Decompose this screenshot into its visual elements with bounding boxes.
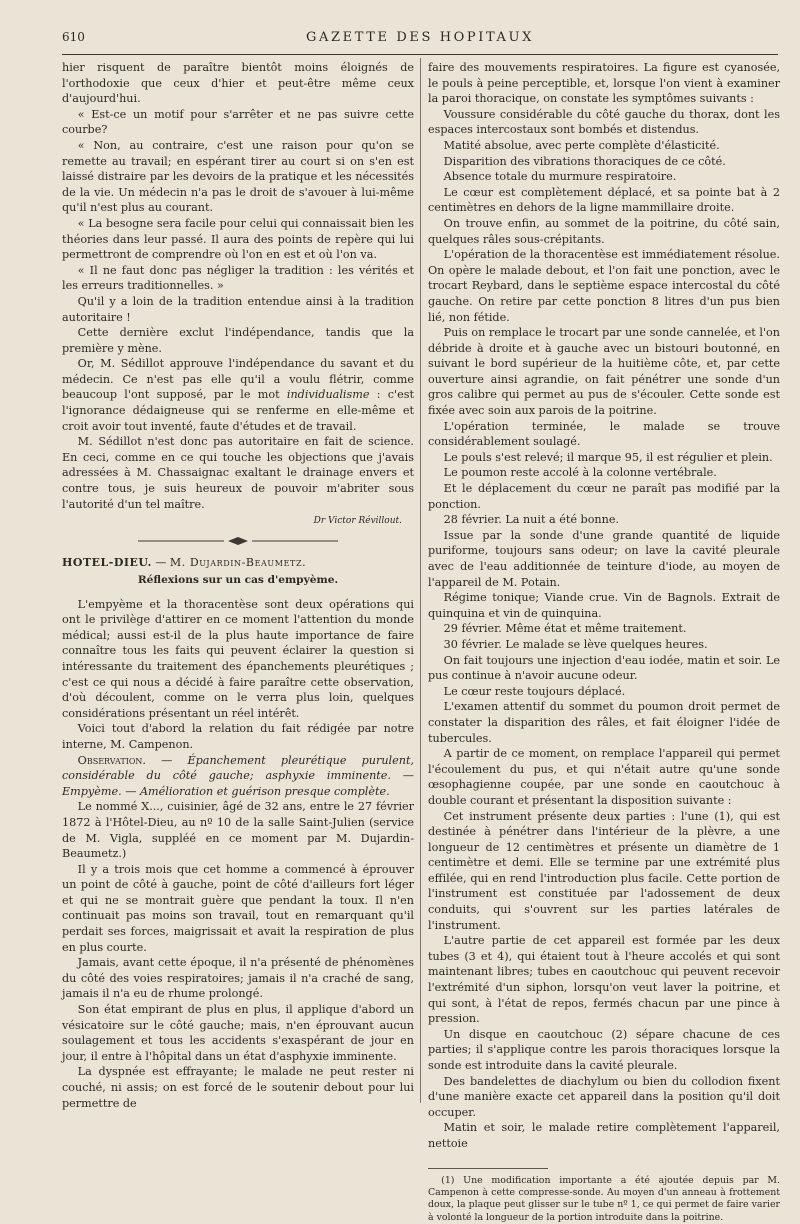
- paragraph: 28 février. La nuit a été bonne.: [443, 513, 620, 527]
- paragraph: faire des mouvements respiratoires. La figure est cyanosée, le pouls à peine perceptible, et, lorsque l'on vient à examiner la paroi thoracique, on constate les symptômes suivants :: [428, 61, 780, 106]
- paragraph: 30 février. Le malade se lève quelques heures.: [443, 637, 708, 651]
- observation-label: Observation.: [77, 753, 146, 767]
- emphasis-text: individualisme: [286, 388, 370, 402]
- paragraph: [62, 356, 414, 434]
- paragraph: Matité absolue, avec perte complète d'élasticité.: [443, 138, 720, 152]
- author-signature: Dr Victor Révillout.: [313, 516, 402, 527]
- paragraph: 29 février. Même état et même traitement.: [443, 622, 687, 636]
- paragraph: Le cœur reste toujours déplacé.: [443, 684, 626, 698]
- paragraph: Des bandelettes de diachylum ou bien du collodion fixent d'une manière exacte cet appareil dans la position qu'il doit occuper.: [428, 1074, 780, 1119]
- paragraph: Régime tonique; Viande crue. Vin de Bagnols. Extrait de quinquina et vin de quinquina.: [428, 591, 780, 620]
- left-column: [62, 60, 414, 1111]
- paragraph: Il y a trois mois que cet homme a commencé à éprouver un point de côté à gauche, point de côté d'ailleurs fort léger et qui ne se montrait guère que pendant la toux. Il n'en continuait pas moins son travail, tout en remarquant qu'il perdait ses forces, maigrissait et avait la respiration de plus en plus courte.: [62, 862, 414, 954]
- paragraph: M. Sédillot n'est donc pas autoritaire en fait de science. En ceci, comme en ce qui touche les objections que j'avais adressées à M. Chassaignac exaltant le drainage envers et contre tous, je suis heureux de pouvoir m'abriter sous l'autorité d'un tel maître.: [62, 435, 414, 511]
- page-header: [62, 30, 778, 55]
- paragraph: On trouve enfin, au sommet de la poitrine, du côté sain, quelques râles sous-crépitants.: [428, 216, 780, 246]
- section-ornament: [62, 534, 414, 550]
- hospital-name: HOTEL-DIEU.: [62, 556, 152, 570]
- paragraph: « Non, au contraire, c'est une raison pour qu'on se remette au travail; en espérant tirer au court si on s'en est laissé distraire par les devoirs de la pratique et les nécessités de la vie. Un médecin n'a pas le droit de s'avouer à lui-même qu'il n'est plus au courant.: [62, 138, 414, 215]
- page-number: 610: [62, 30, 85, 44]
- paragraph: Et le déplacement du cœur ne paraît pas modifié par la ponction.: [428, 482, 780, 511]
- paragraph: Disparition des vibrations thoraciques de ce côté.: [443, 154, 726, 168]
- paragraph: Un disque en caoutchouc (2) sépare chacune de ces parties; il s'applique contre les parois thoraciques lorsque la sonde est introduite dans la cavité pleurale.: [428, 1027, 780, 1072]
- observation-title: — Épanchement pleurétique purulent, considérable du côté gauche; asphyxie imminente. — Empyème. — Amélioration et guérison presque complète.: [62, 753, 414, 798]
- footnote-divider: [428, 1168, 548, 1169]
- paragraph: Matin et soir, le malade retire complètement l'appareil, nettoie: [428, 1121, 780, 1150]
- paragraph: A partir de ce moment, on remplace l'appareil qui permet l'écoulement du pus, et qui n'était autre qu'une sonde œsophagienne coupée, par une sonde en caoutchouc à double courant et présentant la disposition suivante :: [428, 747, 780, 807]
- paragraph: Absence totale du murmure respiratoire.: [443, 170, 677, 184]
- section-author: M. Dujardin-Beaumetz.: [169, 556, 307, 570]
- paragraph: Qu'il y a loin de la tradition entendue ainsi à la tradition autoritaire !: [62, 294, 414, 324]
- paragraph: L'opération de la thoracentèse est immédiatement résolue. On opère le malade debout, et l'on fait une ponction, avec le trocart Reybard, dans le septième espace intercostal du côté gauche. On retire par cette ponction 8 litres d'un pus bien lié, non fétide.: [428, 248, 780, 324]
- observation-heading: [62, 753, 414, 800]
- footnote: (1) Une modification importante a été ajoutée depuis par M. Campenon à cette compresse-sonde. Au moyen d'un anneau à frottement doux, la plaque peut glisser sur le tube nº 1, ce qui permet de faire varier à volonté la longueur de la portion introduite dans la poitrine.: [428, 1174, 780, 1223]
- text-run: : c'est l'ignorance dédaigneuse qui se renferme en elle-même et croit avoir tout inventé, faute d'études et de travail.: [62, 388, 414, 433]
- paragraph: La dyspnée est effrayante; le malade ne peut rester ni couché, ni assis; on est forcé de le soutenir debout pour lui permettre de: [62, 1065, 414, 1110]
- column-divider: [420, 58, 421, 1103]
- paragraph: Le cœur est complètement déplacé, et sa pointe bat à 2 centimètres en dehors de la ligne mammillaire droite.: [428, 185, 780, 215]
- paragraph: L'empyème et la thoracentèse sont deux opérations qui ont le privilège d'attirer en ce moment l'attention du monde médical; aussi est-il de la plus haute importance de faire connaître tous les faits qui peuvent éclairer la question si intéressante du traitement des épanchements pleurétiques ; c'est ce qui nous a décidé à faire paraître cette observation, d'où découlent, comme on le verra plus loin, quelques considérations présentant un réel intérêt.: [62, 597, 414, 720]
- running-title: GAZETTE DES HOPITAUX: [306, 30, 534, 45]
- paragraph: Puis on remplace le trocart par une sonde cannelée, et l'on débride à droite et à gauche avec un bistouri boutonné, en suivant le bord supérieur de la huitième côte, et, par cette ouverture ainsi agrandie, on fait pénétrer une sonde d'un gros calibre qui permet au pus de s'écouler. Cette sonde est fixée avec soin aux parois de la poitrine.: [428, 326, 780, 418]
- paragraph: « Il ne faut donc pas négliger la tradition : les vérités et les erreurs traditionnelles. »: [62, 263, 414, 293]
- text-run: Or, M. Sédillot approuve l'indépendance du savant et du médecin. Ce n'est pas elle qu'il a voulu flétrir, comme beaucoup l'ont supposé, par le mot: [62, 357, 414, 402]
- paragraph: Son état empirant de plus en plus, il applique d'abord un vésicatoire sur le côté gauche; mais, n'en éprouvant aucun soulagement et tous les accidents s'exaspérant de jour en jour, il entre à l'hôpital dans un état d'asphyxie imminente.: [62, 1003, 414, 1063]
- section-heading: [62, 555, 414, 571]
- right-column: [428, 60, 780, 1224]
- paragraph: Cet instrument présente deux parties : l'une (1), qui est destinée à pénétrer dans l'intérieur de la plèvre, a une longueur de 12 centimètres et présente un diamètre de 1 centimètre et demi. Elle se termine par une extrémité plus effilée, qui en rend l'introduction plus facile. Cette portion de l'instrument est constituée par l'adossement de deux conduits, qui s'ouvrent sur les parties latérales de l'instrument.: [428, 809, 780, 932]
- paragraph: Le nommé X..., cuisinier, âgé de 32 ans, entre le 27 février 1872 à l'Hôtel-Dieu, au nº 10 de la salle Saint-Julien (service de M. Vigla, suppléé en ce moment par M. Dujardin-Beaumetz.): [62, 800, 414, 861]
- heading-dash: —: [151, 556, 170, 570]
- paragraph: Issue par la sonde d'une grande quantité de liquide puriforme, toujours sans odeur; on lave la cavité pleurale avec de l'eau additionnée de teinture d'iode, au moyen de l'appareil de M. Potain.: [428, 528, 780, 589]
- paragraph: « Est-ce un motif pour s'arrêter et ne pas suivre cette courbe?: [62, 107, 414, 137]
- paragraph: On fait toujours une injection d'eau iodée, matin et soir. Le pus continue à n'avoir aucune odeur.: [428, 653, 780, 683]
- paragraph: L'examen attentif du sommet du poumon droit permet de constater la disparition des râles, et fait éloigner l'idée de tubercules.: [428, 700, 780, 745]
- paragraph: « La besogne sera facile pour celui qui connaissait bien les théories dans leur passé. Il aura des points de repère qui lui permettront de comprendre où l'on en est et où l'on va.: [62, 216, 414, 262]
- paragraph: Jamais, avant cette époque, il n'a présenté de phénomènes du côté des voies respiratoires; jamais il n'a craché de sang, jamais il n'a eu de rhume prolongé.: [62, 956, 414, 1001]
- paragraph: Voussure considérable du côté gauche du thorax, dont les espaces intercostaux sont bombés et distendus.: [428, 107, 780, 137]
- paragraph: hier risquent de paraître bientôt moins éloignés de l'orthodoxie que ceux d'hier et peut-être même ceux d'aujourd'hui.: [62, 61, 414, 106]
- paragraph: Le pouls s'est relevé; il marque 95, il est régulier et plein.: [443, 450, 773, 464]
- paragraph: L'autre partie de cet appareil est formée par les deux tubes (3 et 4), qui étaient tout à l'heure accolés et qui sont maintenant libres; tubes en caoutchouc qui peuvent recevoir l'extrémité d'un siphon, lorsqu'on veut laver la poitrine, et qui sont, à l'état de repos, fermés chacun par une pince à pression.: [428, 934, 780, 1026]
- paragraph: Voici tout d'abord la relation du fait rédigée par notre interne, M. Campenon.: [62, 722, 414, 751]
- paragraph: Le poumon reste accolé à la colonne vertébrale.: [443, 466, 717, 480]
- section-subtitle: Réflexions sur un cas d'empyème.: [137, 574, 339, 586]
- paragraph: Cette dernière exclut l'indépendance, tandis que la première y mène.: [62, 326, 414, 355]
- paragraph: L'opération terminée, le malade se trouve considérablement soulagé.: [428, 419, 780, 449]
